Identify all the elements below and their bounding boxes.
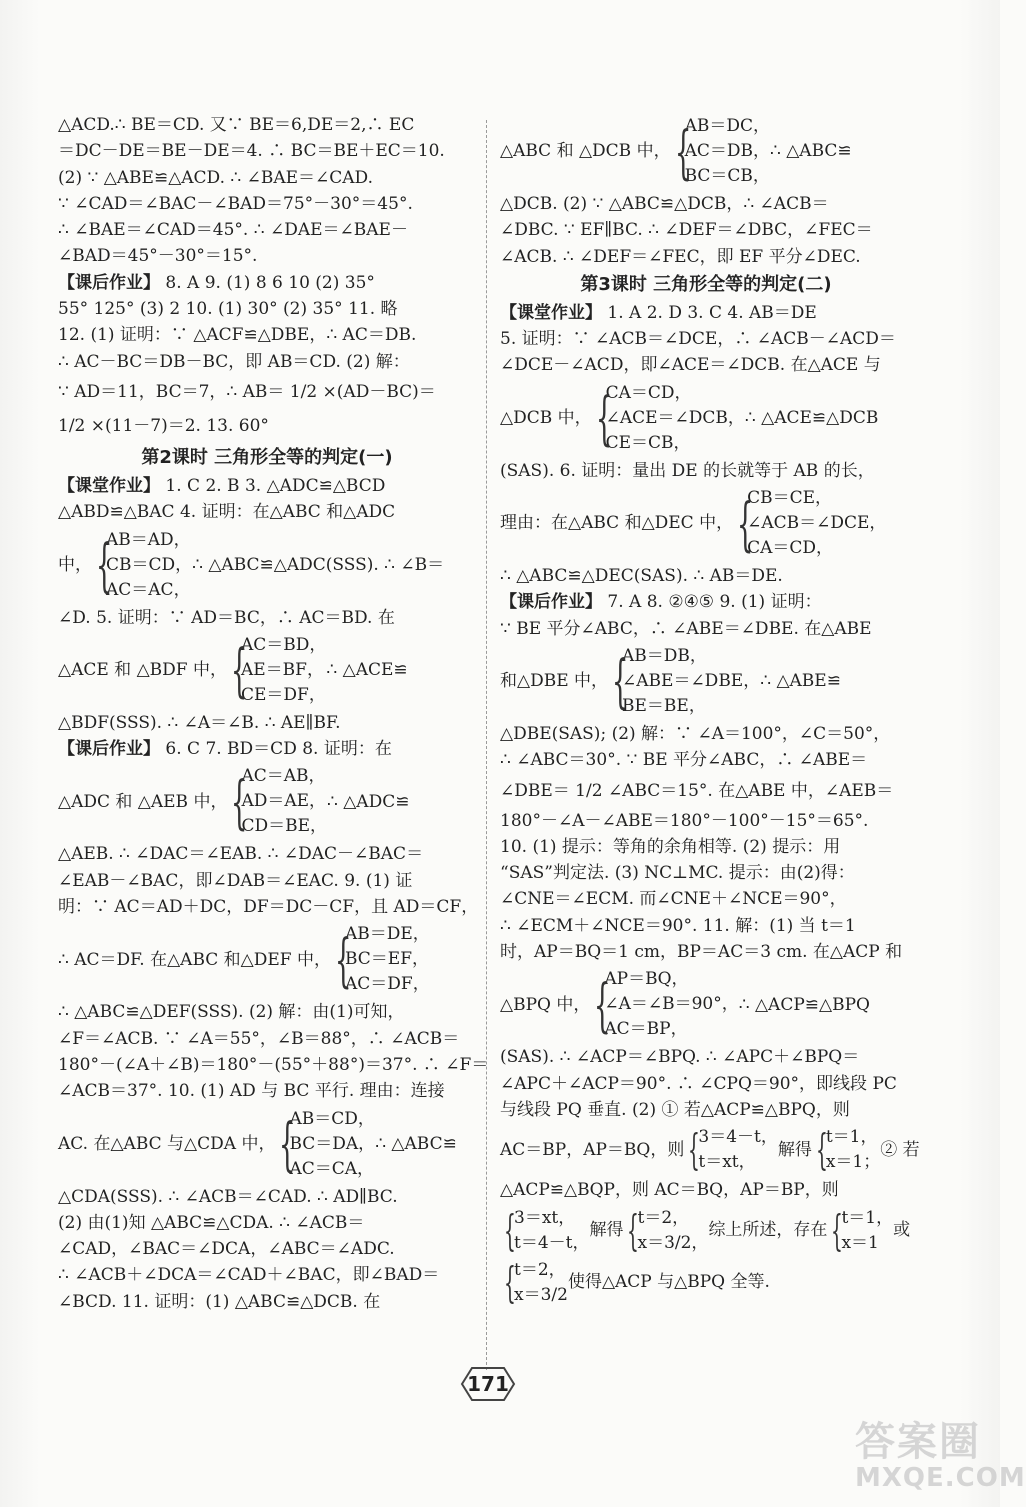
text-line: ∴ △ABC≌△DEC(SAS). ∴ AB＝DE. (500, 566, 783, 587)
section-tag: 【课堂作业】 (500, 302, 602, 323)
system-rows (622, 644, 760, 719)
system-row: t＝1， (825, 1127, 878, 1148)
brace-icon: { (595, 384, 613, 453)
text-line: △AEB. ∴ ∠DAC＝∠EAB. ∴ ∠DAC－∠BAC＝ (58, 844, 424, 865)
answer-text: 1. A 2. D 3. C 4. AB＝DE (602, 302, 817, 323)
system-row: t＝2， (514, 1259, 566, 1280)
system-row: AE＝BF， (240, 659, 324, 680)
system-prefix: △DCB 中， (500, 408, 592, 429)
system-suffix: ∴ △ADC≌ (327, 791, 410, 812)
system-row: AD＝AE， (241, 791, 327, 812)
section-title: 第3课时 三角形全等的判定(二) (580, 273, 832, 295)
text-line: 1/2 ×(11－7)＝2. 13. 60° (58, 415, 269, 436)
text-line: 与线段 PQ 垂直. (2) ① 若△ACP≌△BPQ，则 (500, 1099, 850, 1120)
system-row: AC＝BD， (240, 634, 327, 655)
text-line: ∵ ∠CAD＝∠BAC－∠BAD＝75°－30°＝45°. (58, 193, 413, 214)
system-suffix: 或 (893, 1220, 911, 1241)
equation-system (500, 486, 912, 561)
text-line: ∠APC＋∠ACP＝90°. ∴ ∠CPQ＝90°，即线段 PC (500, 1073, 897, 1094)
text-line (58, 736, 476, 762)
system-row: AC＝DF， (344, 974, 430, 995)
system-row: CE＝DF， (240, 684, 326, 705)
text-line: ∠BAD＝45°－30°＝15°. (58, 246, 258, 267)
text-line: △ACD.∴ BE＝CD. 又∵ BE＝6,DE＝2,∴ EC (58, 115, 415, 135)
right-column (500, 112, 920, 1310)
text-line: ∴ ∠BAE＝∠CAD＝45°. ∴ ∠DAE＝∠BAE－ (58, 220, 408, 241)
text-line: 180°－(∠A＋∠B)＝180°－(55°＋88°)＝37°. ∴ ∠F＝ (58, 1054, 489, 1075)
system-row: AB＝CD， (289, 1108, 375, 1129)
brace-icon: { (503, 1205, 516, 1255)
section-title: 第2课时 三角形全等的判定(一) (141, 446, 393, 468)
text-line: 55° 125° (3) 2 10. (1) 30° (2) 35° 11. 略 (58, 299, 398, 320)
system-prefix: △ACE 和 △BDF 中， (58, 660, 227, 681)
equation-system (58, 1107, 476, 1182)
system-row: AB＝DB， (622, 645, 707, 666)
equation-system (500, 1258, 912, 1308)
page-number: 171 (467, 1372, 509, 1396)
system-mid: 解得 (589, 1220, 624, 1241)
system-prefix: △BPQ 中， (500, 994, 591, 1015)
text-line: △DBE(SAS); (2) 解：∵ ∠A＝100°，∠C＝50°， (500, 723, 891, 744)
equation-system (500, 381, 912, 456)
system-row: AB＝AD， (106, 529, 191, 550)
system-rows (606, 381, 745, 456)
system-rows (604, 967, 738, 1042)
system-suffix: ∴ △ACP≌△BPQ (738, 994, 870, 1015)
text-line: (SAS). ∴ ∠ACP＝∠BPQ. ∴ ∠APC＋∠BPQ＝ (500, 1047, 860, 1068)
system-mid: 综上所述，存在 (708, 1220, 828, 1241)
system-prefix: △ADC 和 △AEB 中， (58, 791, 228, 812)
system-row: AC＝AB， (241, 766, 326, 787)
system-suffix: ∴ △ABC≌ (375, 1133, 457, 1154)
text-line: (2) ∵ △ABE≌△ACD. ∴ ∠BAE＝∠CAD. (58, 167, 373, 188)
system-row: AC＝BP， (604, 1019, 688, 1040)
system-rows (637, 1206, 708, 1256)
brace-icon: { (334, 925, 352, 994)
system-row: BE＝BE， (622, 695, 706, 716)
brace-icon: { (230, 636, 248, 705)
watermark (855, 1419, 1026, 1500)
text-line: 10. (1) 提示：等角的余角相等. (2) 提示：用 (500, 836, 841, 857)
brace-icon: { (831, 1205, 844, 1255)
text-line: ∴ ∠ECM＋∠NCE＝90°. 11. 解：(1) 当 t＝1 (500, 915, 856, 936)
system-rows (514, 1206, 589, 1256)
system-suffix: ∴ △ABE≌ (760, 671, 841, 692)
equation-system (500, 1125, 920, 1175)
equation-system (58, 764, 476, 839)
system-suffix: ∴ △ABC≌△ADC(SSS). ∴ ∠B＝ (192, 554, 445, 575)
text-line: 明：∵ AC＝AD＋DC，DF＝DC－CF，且 AD＝CF， (58, 897, 479, 918)
system-prefix: 理由：在△ABC 和△DEC 中， (500, 513, 734, 534)
system-rows (826, 1125, 880, 1175)
system-prefix: AC. 在△ABC 与△CDA 中， (58, 1133, 276, 1154)
page-number-shape (458, 1364, 518, 1404)
system-rows (698, 1125, 777, 1175)
system-row: ∠ACE＝∠DCB， (605, 407, 745, 428)
watermark-cn: 答案圈 (855, 1419, 981, 1465)
brace-icon: { (611, 647, 629, 716)
text-line (500, 300, 912, 326)
text-line: (2) 由(1)知 △ABC≌△CDA. ∴ ∠ACB＝ (58, 1212, 365, 1233)
system-rows (345, 922, 430, 997)
text-line (58, 473, 476, 499)
system-row: CB＝CD， (106, 554, 193, 575)
system-suffix: ∴ △ACE≌△DCB (744, 408, 879, 429)
system-row: AC＝CA， (289, 1158, 375, 1179)
text-line: ∠ACB. ∴ ∠DEF＝∠FEC，即 EF 平分∠DEC. (500, 246, 861, 267)
system-rows (685, 114, 770, 189)
text-line: ∠D. 5. 证明：∵ AD＝BC，∴ AC＝BD. 在 (58, 607, 395, 628)
text-line: △ACP≌△BQP，则 AC＝BQ，AP＝BP，则 (500, 1180, 839, 1201)
system-row: AB＝DE， (344, 924, 430, 945)
section-tag: 【课堂作业】 (58, 475, 160, 496)
system-suffix: ② 若 (880, 1140, 920, 1161)
system-row: BC＝CB， (684, 166, 770, 186)
system-rows (241, 633, 326, 708)
page-number-badge (458, 1364, 518, 1404)
text-line: ∠CAD，∠BAC＝∠DCA，∠ABC＝∠ADC. (58, 1239, 395, 1260)
system-row: CD＝BE， (241, 816, 327, 837)
system-prefix: 和△DBE 中， (500, 671, 609, 692)
text-line: ＝DC－DE＝BE－DE＝4. ∴ BC＝BE＋EC＝10. (58, 141, 445, 162)
system-row: AP＝BQ， (604, 969, 689, 990)
system-rows (241, 764, 327, 839)
brace-icon: { (736, 489, 754, 558)
system-suffix: ∴ △ABC≌ (770, 141, 852, 162)
text-line: △CDA(SSS). ∴ ∠ACB＝∠CAD. ∴ AD∥BC. (58, 1186, 398, 1207)
system-prefix: 中， (58, 554, 92, 575)
system-rows (106, 528, 192, 603)
brace-icon: { (688, 1125, 701, 1175)
section-tag: 【课后作业】 (500, 592, 602, 613)
system-row: AB＝DC， (684, 116, 771, 136)
watermark-url: MXQE.COM (855, 1463, 1026, 1493)
system-row: t＝4－t， (514, 1232, 590, 1253)
text-line: △DCB. (2) ∵ △ABC≌△DCB，∴ ∠ACB＝ (500, 194, 829, 214)
system-row: x＝3/2 (514, 1284, 568, 1305)
system-rows (747, 486, 886, 561)
system-row: x＝3/2， (637, 1232, 709, 1253)
brace-icon: { (674, 117, 692, 186)
brace-icon: { (627, 1205, 640, 1255)
equation-system (58, 922, 476, 997)
text-line: △BDF(SSS). ∴ ∠A＝∠B. ∴ AE∥BF. (58, 712, 341, 733)
text-line: 时，AP＝BQ＝1 cm，BP＝AC＝3 cm. 在△ACP 和 (500, 942, 903, 963)
equation-system (500, 114, 912, 189)
text-line: ∴ ∠ACB＋∠DCA＝∠CAD＋∠BAC，即∠BAD＝ (58, 1265, 440, 1286)
text-line: ∵ AD＝11，BC＝7，∴ AB＝ 1/2 ×(AD－BC)＝ (58, 381, 436, 402)
system-row: CA＝CD， (747, 538, 834, 559)
text-line: ∠CNE＝∠ECM. 而∠CNE＋∠NCE＝90°， (500, 889, 847, 910)
text-line: 12. (1) 证明：∵ △ACF≌△DBE，∴ AC＝DB. (58, 325, 417, 346)
text-line: ∵ BE 平分∠ABC，∴ ∠ABE＝∠DBE. 在△ABE (500, 618, 872, 639)
system-row: AC＝AC， (106, 579, 191, 600)
system-row: t＝1， (841, 1207, 894, 1228)
equation-system (500, 644, 912, 719)
brace-icon: { (95, 531, 113, 600)
system-row: CA＝CD， (605, 382, 692, 403)
system-row: CB＝CE， (747, 488, 833, 509)
system-row: ∠ACB＝∠DCE， (747, 513, 887, 534)
system-rows (289, 1107, 375, 1182)
system-mid: 解得 (777, 1140, 812, 1161)
text-line: ∠ACB＝37°. 10. (1) AD 与 BC 平行. 理由：连接 (58, 1081, 445, 1102)
text-line: ∠EAB－∠BAC，即∠DAB＝∠EAC. 9. (1) 证 (58, 870, 413, 891)
system-prefix: AC＝BP，AP＝BQ，则 (500, 1140, 685, 1161)
text-line: △ABD≌△BAC 4. 证明：在△ABC 和△ADC (58, 502, 396, 523)
text-line: ∴ ∠ABC＝30°. ∵ BE 平分∠ABC，∴ ∠ABE＝ (500, 750, 868, 771)
text-line: ∠DCE－∠ACD，即∠ACE＝∠DCB. 在△ACE 与 (500, 355, 881, 376)
answer-text: 1. C 2. B 3. △ADC≌△BCD (160, 475, 386, 496)
text-line: 180°－∠A－∠ABE＝180°－100°－15°＝65°. (500, 810, 869, 831)
equation-system (58, 633, 476, 708)
equation-system (58, 528, 476, 603)
text-line: ∠DBC. ∵ EF∥BC. ∴ ∠DEF＝∠DBC，∠FEC＝ (500, 220, 873, 241)
brace-icon: { (815, 1125, 828, 1175)
system-suffix: 使得△ACP 与△BPQ 全等. (567, 1272, 770, 1293)
system-prefix: △ABC 和 △DCB 中， (500, 141, 671, 162)
text-line: ∠BCD. 11. 证明：(1) △ABC≌△DCB. 在 (58, 1291, 381, 1312)
text-line: ∠DBE＝ 1/2 ∠ABC＝15°. 在△ABE 中，∠AEB＝ (500, 780, 894, 801)
text-line: 5. 证明：∵ ∠ACB＝∠DCE，∴ ∠ACB－∠ACD＝ (500, 329, 896, 350)
system-row: ∠ABE＝∠DBE， (622, 670, 761, 691)
answer-text: 8. A 9. (1) 8 6 10 (2) 35° (160, 272, 375, 293)
system-row: CE＝CB， (605, 432, 691, 453)
text-line (500, 589, 912, 615)
answer-text: 6. C 7. BD＝CD 8. 证明：在 (160, 739, 392, 760)
system-row: 3＝xt， (514, 1207, 576, 1228)
system-suffix: ∴ △ACE≌ (326, 660, 408, 681)
system-prefix: ∴ AC＝DF. 在△ABC 和△DEF 中， (58, 949, 331, 970)
system-row: t＝2， (637, 1207, 690, 1228)
brace-icon: { (594, 970, 611, 1039)
system-row: x＝1 (841, 1232, 879, 1253)
system-rows (841, 1206, 893, 1256)
answer-text: 7. A 8. ②④⑤ 9. (1) 证明： (602, 592, 822, 613)
text-line (58, 270, 476, 296)
column-divider (486, 120, 488, 1370)
system-row: BC＝EF， (344, 949, 430, 970)
section-tag: 【课后作业】 (58, 272, 160, 293)
text-line: “SAS”判定法. (3) NC⊥MC. 提示：由(2)得： (500, 863, 855, 884)
system-rows (514, 1258, 568, 1308)
section-tag: 【课后作业】 (58, 739, 160, 760)
system-row: ∠A＝∠B＝90°， (604, 994, 739, 1015)
equation-system (500, 1206, 912, 1256)
text-line: ∴ AC－BC＝DB－BC，即 AB＝CD. (2) 解： (58, 351, 410, 372)
text-line: ∠F＝∠ACB. ∵ ∠A＝55°，∠B＝88°，∴ ∠ACB＝ (58, 1028, 460, 1049)
system-row: 3＝4－t， (698, 1127, 778, 1148)
system-row: t＝xt， (698, 1152, 756, 1173)
text-line: (SAS). 6. 证明：量出 DE 的长就等于 AB 的长， (500, 460, 875, 481)
system-row: BC＝DA， (289, 1133, 376, 1154)
brace-icon: { (279, 1110, 296, 1179)
equation-system (500, 967, 912, 1042)
left-column (58, 112, 489, 1315)
system-row: x＝1； (825, 1152, 881, 1173)
text-line: ∴ △ABC≌△DEF(SSS). (2) 解：由(1)可知， (58, 1002, 405, 1023)
system-row: AC＝DB， (684, 141, 771, 161)
brace-icon: { (503, 1257, 516, 1307)
brace-icon: { (231, 767, 248, 836)
